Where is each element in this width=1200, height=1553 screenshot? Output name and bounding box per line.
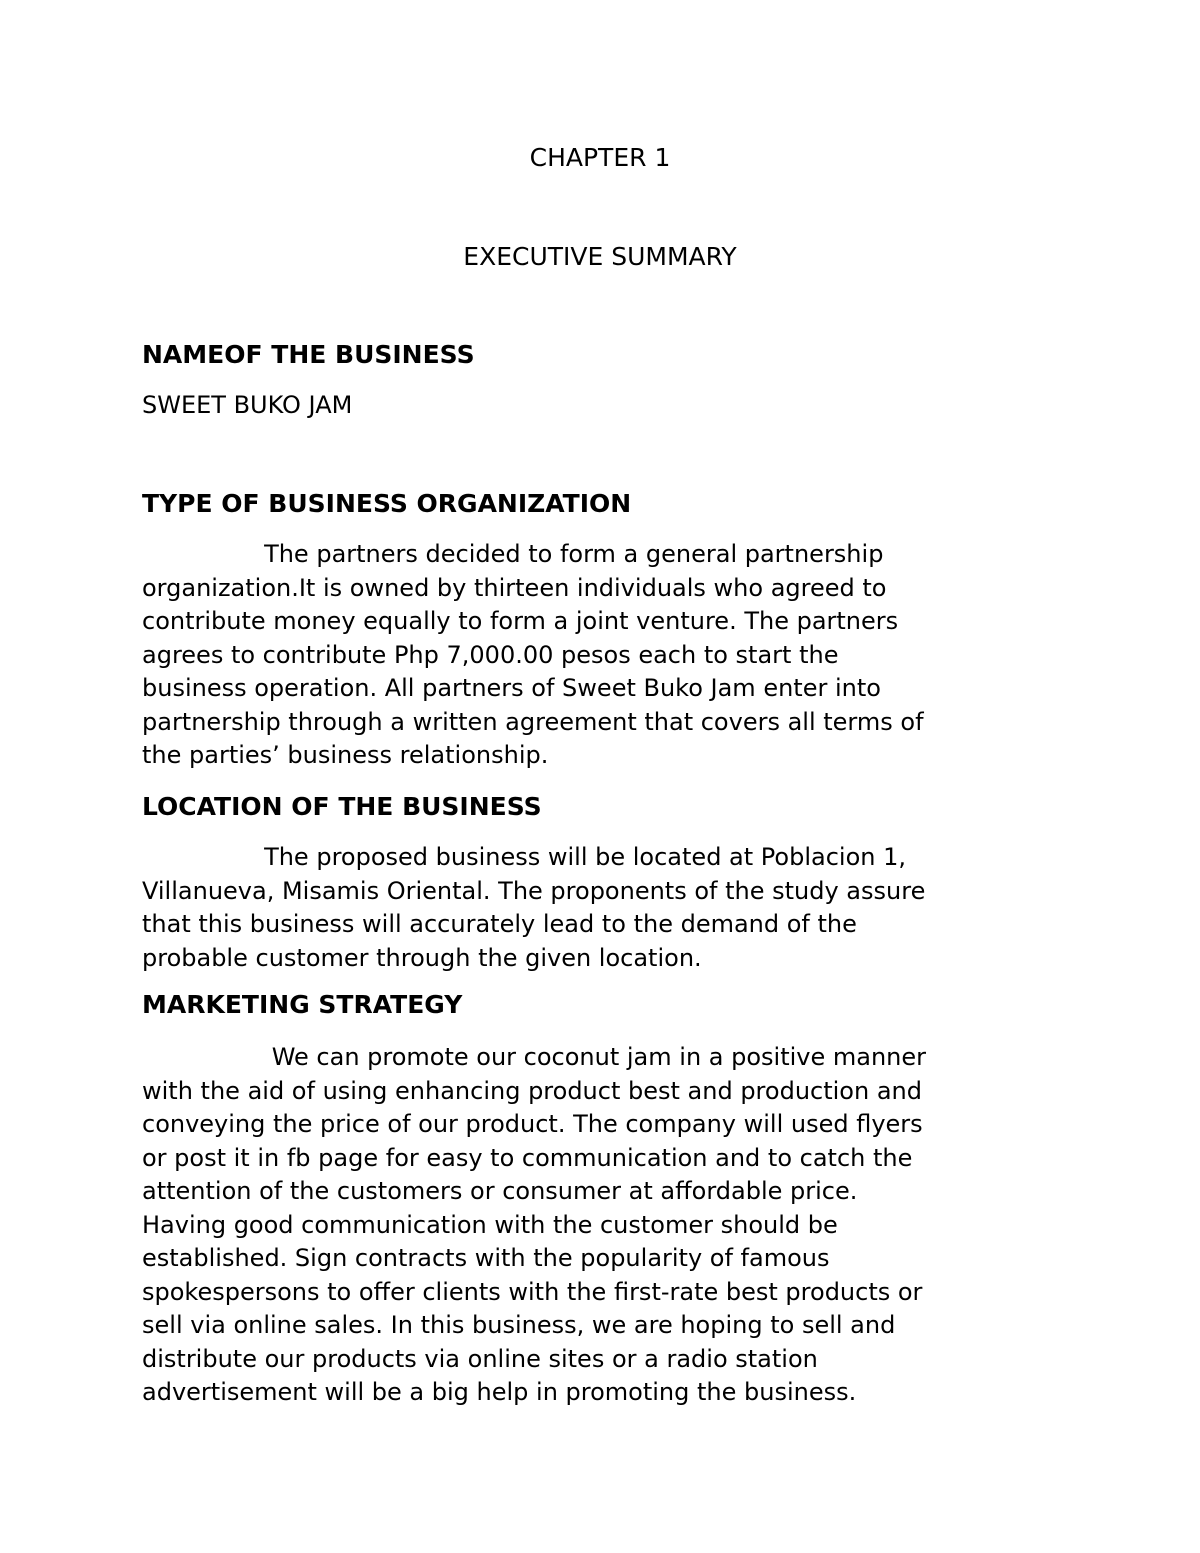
marketing-strategy-heading: MARKETING STRATEGY xyxy=(142,990,463,1019)
business-name-value: SWEET BUKO JAM xyxy=(142,391,353,419)
paragraph-line: attention of the customers or consumer at affordable price. xyxy=(142,1177,858,1205)
paragraph-line: sell via online sales. In this business, we are hoping to sell and xyxy=(142,1311,896,1339)
paragraph-line: that this business will accurately lead to the demand of the xyxy=(142,910,857,938)
paragraph-line: probable customer through the given location. xyxy=(142,943,702,972)
location-paragraph xyxy=(142,841,1052,975)
paragraph-line: organization.It is owned by thirteen individuals who agreed to xyxy=(142,573,887,602)
paragraph-line: partnership through a written agreement that covers all terms of xyxy=(142,707,924,736)
paragraph-line: Having good communication with the customer should be xyxy=(142,1210,838,1239)
location-heading: LOCATION OF THE BUSINESS xyxy=(142,792,542,821)
paragraph-line: contribute money equally to form a joint venture. The partners xyxy=(142,607,899,635)
chapter-title: CHAPTER 1 xyxy=(529,143,671,172)
paragraph-line: or post it in fb page for easy to communication and to catch the xyxy=(142,1143,913,1172)
paragraph-line: conveying the price of our product. The company will used flyers xyxy=(142,1110,923,1138)
paragraph-line: the parties’ business relationship. xyxy=(142,741,549,769)
paragraph-line: business operation. All partners of Sweet Buko Jam enter into xyxy=(142,674,881,702)
paragraph-line: with the aid of using enhancing product best and production and xyxy=(142,1076,922,1105)
paragraph-line: distribute our products via online sites or a radio station xyxy=(142,1344,818,1373)
paragraph-line: The partners decided to form a general partnership xyxy=(142,540,884,568)
paragraph-line: spokespersons to offer clients with the first-rate best products or xyxy=(142,1277,923,1306)
paragraph-line: established. Sign contracts with the popularity of famous xyxy=(142,1244,830,1272)
executive-summary-title: EXECUTIVE SUMMARY xyxy=(463,242,737,271)
organization-type-paragraph xyxy=(142,538,1052,773)
paragraph-line: Villanueva, Misamis Oriental. The proponents of the study assure xyxy=(142,876,926,905)
paragraph-line: agrees to contribute Php 7,000.00 pesos each to start the xyxy=(142,640,839,669)
paragraph-line: The proposed business will be located at Poblacion 1, xyxy=(142,843,906,871)
marketing-strategy-paragraph xyxy=(142,1041,1052,1410)
paragraph-line: We can promote our coconut jam in a positive manner xyxy=(142,1043,927,1071)
organization-type-heading: TYPE OF BUSINESS ORGANIZATION xyxy=(142,489,632,518)
paragraph-line: advertisement will be a big help in promoting the business. xyxy=(142,1378,857,1406)
business-name-heading: NAMEOF THE BUSINESS xyxy=(142,340,475,369)
